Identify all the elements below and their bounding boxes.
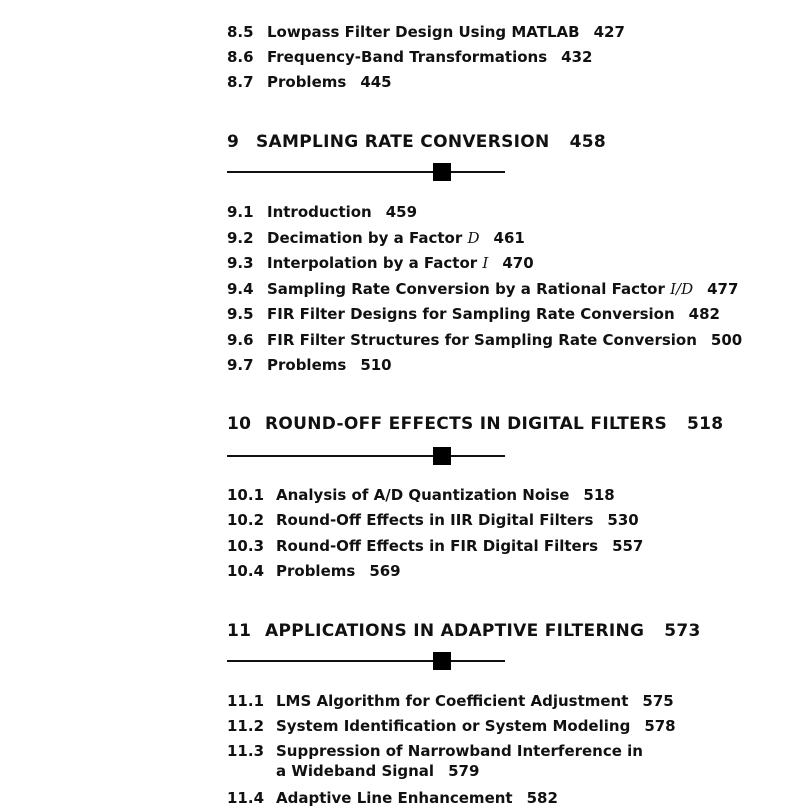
- chapter-number: 9: [227, 132, 240, 152]
- section-number: 11.2: [227, 717, 265, 735]
- section-number: 9.7: [227, 356, 254, 374]
- rule-square-ornament: [433, 163, 451, 181]
- chapter-rule: [227, 455, 505, 457]
- section-title: Adaptive Line Enhancement: [276, 789, 513, 807]
- toc-entry-9-1[interactable]: [227, 202, 417, 222]
- toc-entry-11-3[interactable]: [227, 741, 643, 781]
- section-number: 11.4: [227, 789, 265, 807]
- page-number: 582: [526, 789, 558, 807]
- section-number: 9.5: [227, 305, 254, 323]
- section-title: LMS Algorithm for Coefficient Adjustment: [276, 692, 629, 710]
- chapter-rule: [227, 660, 505, 662]
- section-number: 9.6: [227, 331, 254, 349]
- section-number: 10.2: [227, 511, 265, 529]
- section-number: 11.3: [227, 742, 265, 760]
- math-symbol: I/D: [670, 280, 694, 298]
- math-symbol: I: [482, 254, 489, 272]
- toc-entry-9-4[interactable]: [227, 279, 738, 299]
- chapter-heading-11[interactable]: [227, 620, 701, 642]
- page-number: 477: [707, 280, 739, 298]
- page-number: 518: [583, 486, 615, 504]
- section-number: 10.3: [227, 537, 265, 555]
- section-number: 11.1: [227, 692, 265, 710]
- section-title: Sampling Rate Conversion by a Rational Factor: [267, 280, 665, 298]
- section-title: Problems: [267, 73, 347, 91]
- section-number: 9.1: [227, 203, 254, 221]
- toc-entry-10-3[interactable]: [227, 536, 643, 556]
- section-title: Analysis of A/D Quantization Noise: [276, 486, 570, 504]
- page-number: 530: [607, 511, 639, 529]
- chapter-heading-9[interactable]: [227, 131, 606, 153]
- toc-entry-9-6[interactable]: [227, 330, 742, 350]
- page-number: 579: [448, 762, 480, 780]
- toc-entry-9-3[interactable]: [227, 253, 534, 273]
- toc-entry-10-1[interactable]: [227, 485, 615, 505]
- page-number: 573: [664, 621, 701, 641]
- section-number: 8.6: [227, 48, 254, 66]
- section-title: Interpolation by a Factor: [267, 254, 478, 272]
- section-title: Lowpass Filter Design Using MATLAB: [267, 23, 580, 41]
- section-title: Frequency-Band Transformations: [267, 48, 548, 66]
- page-number: 575: [642, 692, 674, 710]
- toc-entry-9-5[interactable]: [227, 304, 720, 324]
- toc-entry-9-7[interactable]: [227, 355, 392, 375]
- page-number: 459: [385, 203, 418, 221]
- section-number: 8.7: [227, 73, 254, 91]
- section-number: 8.5: [227, 23, 254, 41]
- section-number: 10.1: [227, 486, 265, 504]
- page-number: 461: [493, 229, 525, 247]
- toc-entry-8-6[interactable]: [227, 47, 592, 67]
- page-number: 427: [593, 23, 625, 41]
- section-title: Problems: [267, 356, 347, 374]
- section-title: System Identification or System Modeling: [276, 717, 631, 735]
- chapter-title-text: APPLICATIONS IN ADAPTIVE FILTERING: [265, 621, 645, 641]
- section-title: Introduction: [267, 203, 372, 221]
- section-number: 9.2: [227, 229, 254, 247]
- toc-entry-10-4[interactable]: [227, 561, 401, 581]
- page-number: 458: [569, 132, 606, 152]
- page-number: 518: [687, 414, 724, 434]
- page-number: 500: [710, 331, 743, 349]
- page-number: 578: [644, 717, 676, 735]
- section-number: 10.4: [227, 562, 265, 580]
- page-number: 482: [688, 305, 720, 323]
- chapter-rule: [227, 171, 505, 173]
- toc-entry-8-5[interactable]: [227, 22, 625, 42]
- section-title-continuation: [276, 761, 643, 781]
- page-number: 510: [360, 356, 392, 374]
- toc-entry-11-4[interactable]: [227, 788, 558, 808]
- page-number: 445: [360, 73, 392, 91]
- toc-entry-11-1[interactable]: [227, 691, 674, 711]
- section-title: Suppression of Narrowband Interference in: [276, 742, 643, 760]
- section-title: Problems: [276, 562, 356, 580]
- chapter-title-text: ROUND-OFF EFFECTS IN DIGITAL FILTERS: [265, 414, 668, 434]
- toc-entry-10-2[interactable]: [227, 510, 639, 530]
- page-number: 432: [561, 48, 593, 66]
- page-number: 569: [369, 562, 401, 580]
- section-number: 9.4: [227, 280, 254, 298]
- math-symbol: D: [467, 229, 480, 247]
- chapter-heading-10[interactable]: [227, 413, 723, 435]
- page-number: 557: [612, 537, 644, 555]
- toc-entry-9-2[interactable]: [227, 228, 525, 248]
- rule-square-ornament: [433, 652, 451, 670]
- section-number: 9.3: [227, 254, 254, 272]
- rule-square-ornament: [433, 447, 451, 465]
- toc-entry-11-2[interactable]: [227, 716, 676, 736]
- chapter-title-text: SAMPLING RATE CONVERSION: [256, 132, 550, 152]
- section-title: FIR Filter Structures for Sampling Rate Conversion: [267, 331, 697, 349]
- toc-entry-8-7[interactable]: [227, 72, 392, 92]
- section-title: Round-Off Effects in FIR Digital Filters: [276, 537, 599, 555]
- section-title: FIR Filter Designs for Sampling Rate Conversion: [267, 305, 675, 323]
- section-title: Round-Off Effects in IIR Digital Filters: [276, 511, 594, 529]
- section-title: Decimation by a Factor: [267, 229, 463, 247]
- section-title-cont: a Wideband Signal: [276, 762, 435, 780]
- chapter-number: 11: [227, 621, 252, 641]
- page-number: 470: [502, 254, 534, 272]
- chapter-number: 10: [227, 414, 252, 434]
